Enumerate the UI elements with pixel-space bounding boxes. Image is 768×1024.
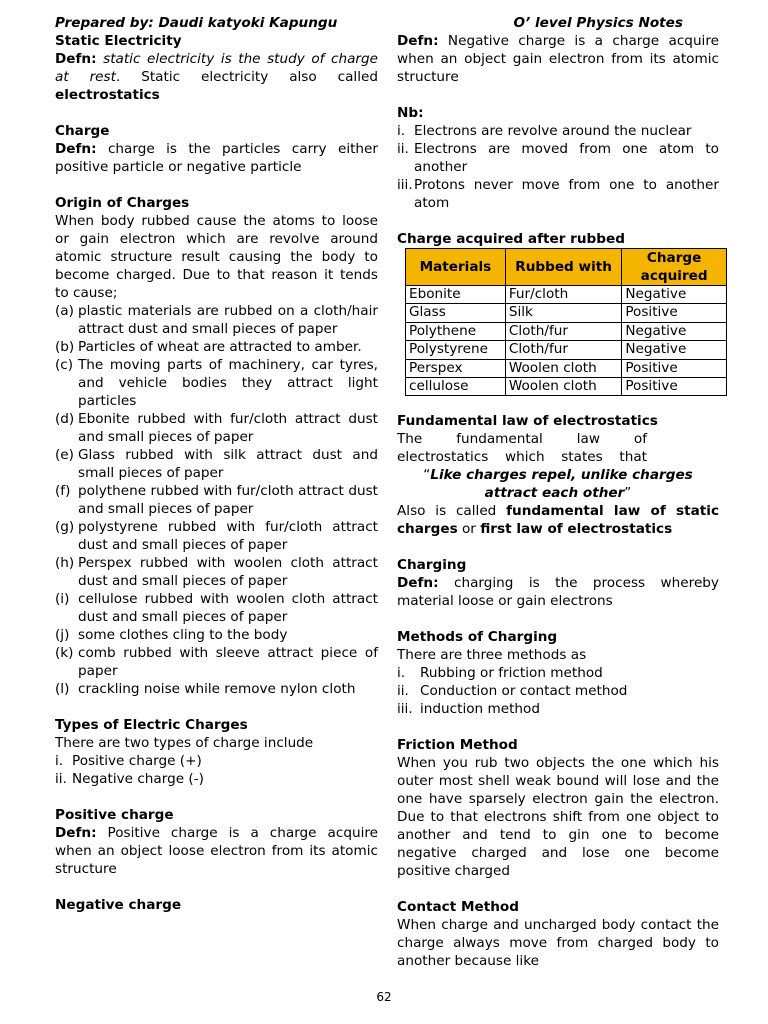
cause-item bbox=[55, 626, 378, 644]
charge-table bbox=[405, 248, 727, 396]
cause-item-text: crackling noise while remove nylon cloth bbox=[78, 681, 356, 697]
negative-heading: Negative charge bbox=[55, 897, 182, 913]
table-cell: cellulose bbox=[406, 378, 506, 396]
nb-item-marker: i. bbox=[397, 123, 406, 139]
table-cell: Negative bbox=[622, 322, 727, 340]
method-item-marker: iii. bbox=[397, 701, 413, 718]
quote-close: ” bbox=[624, 485, 632, 502]
cause-item-marker: (j) bbox=[55, 627, 70, 643]
law-or: or bbox=[461, 521, 476, 538]
table-cell: Woolen cloth bbox=[505, 378, 621, 396]
cause-item-marker: (d) bbox=[55, 411, 75, 427]
friction-heading: Friction Method bbox=[397, 737, 518, 754]
charge-definition bbox=[55, 140, 378, 176]
method-item-text: Rubbing or friction method bbox=[420, 665, 603, 682]
cause-item bbox=[55, 680, 378, 698]
table-header-row bbox=[406, 249, 727, 286]
cause-item bbox=[55, 338, 378, 356]
left-column bbox=[55, 14, 378, 914]
table-cell: Silk bbox=[505, 304, 621, 322]
nb-item bbox=[397, 176, 719, 212]
cause-item bbox=[55, 644, 378, 680]
defn-label: Defn: bbox=[55, 51, 97, 67]
charge-type-item-text: Positive charge (+) bbox=[72, 753, 202, 769]
method-item bbox=[397, 664, 719, 682]
nb-item-text: Protons never move from one to another atom bbox=[414, 177, 719, 211]
table-header-rubbed-with: Rubbed with bbox=[505, 249, 621, 286]
nb-item-text: Electrons are revolve around the nuclear bbox=[414, 123, 692, 139]
static-term: electrostatics bbox=[55, 87, 160, 103]
nb-label: Nb: bbox=[397, 105, 424, 121]
nb-item-marker: iii. bbox=[397, 177, 413, 193]
charge-type-item bbox=[55, 752, 378, 770]
cause-item-text: plastic materials are rubbed on a cloth/hair attract dust and small pieces of paper bbox=[78, 303, 378, 337]
nb-item-marker: ii. bbox=[397, 141, 409, 157]
table-cell: Positive bbox=[622, 359, 727, 377]
cause-item bbox=[55, 554, 378, 590]
cause-item bbox=[55, 446, 378, 482]
cause-item bbox=[55, 482, 378, 518]
table-row bbox=[406, 322, 727, 340]
contact-text: When charge and uncharged body contact the charge always move from charged body to another because like bbox=[397, 917, 719, 970]
cause-item-text: Ebonite rubbed with fur/cloth attract dust and small pieces of paper bbox=[78, 411, 378, 445]
cause-item-text: Glass rubbed with silk attract dust and small pieces of paper bbox=[78, 447, 378, 481]
cause-item bbox=[55, 518, 378, 554]
cause-item bbox=[55, 302, 378, 338]
negative-defn-text: Negative charge is a charge acquire when an object gain electron from its atomic structure bbox=[397, 33, 719, 85]
static-definition bbox=[55, 50, 378, 104]
charge-heading: Charge bbox=[55, 123, 110, 139]
origin-text: When body rubbed cause the atoms to loose or gain electron which are revolve around atomic structure result causing the body to become charged. Due to that reason it tends to cause; bbox=[55, 213, 378, 301]
charge-type-item-text: Negative charge (-) bbox=[72, 771, 204, 787]
cause-item bbox=[55, 356, 378, 410]
friction-text: When you rub two objects the one which his outer most shell weak bound will lose and the one have sparsely electron gain the electron. Due to that electrons shift from one object to another and tend to gin one to become negative charged and lose one become positive charged bbox=[397, 755, 719, 880]
law-quote: Like charges repel, unlike charges attract each other bbox=[430, 467, 693, 502]
cause-item-marker: (g) bbox=[55, 519, 75, 535]
types-list bbox=[55, 752, 378, 788]
defn-label: Defn: bbox=[397, 33, 439, 49]
table-cell: Polystyrene bbox=[406, 341, 506, 359]
defn-label: Defn: bbox=[397, 575, 439, 592]
method-item-text: Conduction or contact method bbox=[420, 683, 628, 700]
nb-item bbox=[397, 140, 719, 176]
cause-item-marker: (f) bbox=[55, 483, 71, 499]
cause-item-text: polythene rubbed with fur/cloth attract dust and small pieces of paper bbox=[78, 483, 378, 517]
contact-heading: Contact Method bbox=[397, 899, 519, 916]
table-row bbox=[406, 378, 727, 396]
types-intro: There are two types of charge include bbox=[55, 735, 314, 751]
charging-defn-text: charging is the process whereby material loose or gain electrons bbox=[397, 575, 719, 610]
cause-item-marker: (c) bbox=[55, 357, 74, 373]
methods-list bbox=[397, 664, 719, 718]
static-heading: Static Electricity bbox=[55, 33, 182, 49]
cause-item-marker: (l) bbox=[55, 681, 70, 697]
method-item-marker: ii. bbox=[397, 683, 409, 700]
charge-type-item-marker: i. bbox=[55, 753, 64, 769]
law-statement bbox=[397, 466, 719, 502]
law-also bbox=[397, 502, 719, 538]
right-column bbox=[397, 14, 719, 970]
table-row bbox=[406, 341, 727, 359]
methods-intro: There are three methods as bbox=[397, 647, 587, 664]
table-cell: Fur/cloth bbox=[505, 286, 621, 304]
law-heading: Fundamental law of electrostatics bbox=[397, 413, 658, 430]
method-item bbox=[397, 700, 719, 718]
negative-definition bbox=[397, 32, 719, 86]
quote-open: “ bbox=[423, 467, 431, 484]
table-row bbox=[406, 359, 727, 377]
cause-item-marker: (i) bbox=[55, 591, 70, 607]
types-heading: Types of Electric Charges bbox=[55, 717, 248, 733]
positive-definition bbox=[55, 824, 378, 878]
cause-item-text: polystyrene rubbed with fur/cloth attract dust and small pieces of paper bbox=[78, 519, 378, 553]
table-cell: Negative bbox=[622, 286, 727, 304]
method-item-text: induction method bbox=[420, 701, 540, 718]
table-cell: Polythene bbox=[406, 322, 506, 340]
nb-item-text: Electrons are moved from one atom to another bbox=[414, 141, 719, 175]
defn-label: Defn: bbox=[55, 825, 97, 841]
cause-item bbox=[55, 410, 378, 446]
charging-definition bbox=[397, 574, 719, 610]
cause-item-marker: (a) bbox=[55, 303, 74, 319]
table-cell: Perspex bbox=[406, 359, 506, 377]
author-line: Prepared by: Daudi katyoki Kapungu bbox=[55, 15, 338, 31]
table-row bbox=[406, 286, 727, 304]
table-header-charge: Charge acquired bbox=[622, 249, 727, 286]
charge-defn-text: charge is the particles carry either positive particle or negative particle bbox=[55, 141, 378, 175]
cause-item-marker: (k) bbox=[55, 645, 74, 661]
table-header-materials: Materials bbox=[406, 249, 506, 286]
law-also-text: Also is called bbox=[397, 503, 497, 520]
table-cell: Cloth/fur bbox=[505, 322, 621, 340]
table-cell: Negative bbox=[622, 341, 727, 359]
nb-list bbox=[397, 122, 719, 212]
charging-heading: Charging bbox=[397, 557, 467, 574]
cause-item-marker: (b) bbox=[55, 339, 75, 355]
table-cell: Cloth/fur bbox=[505, 341, 621, 359]
cause-item-text: comb rubbed with sleeve attract piece of paper bbox=[78, 645, 378, 679]
table-cell: Ebonite bbox=[406, 286, 506, 304]
table-cell: Glass bbox=[406, 304, 506, 322]
charge-type-item-marker: ii. bbox=[55, 771, 67, 787]
page-number: 62 bbox=[376, 990, 392, 1004]
methods-heading: Methods of Charging bbox=[397, 629, 558, 646]
table-cell: Woolen cloth bbox=[505, 359, 621, 377]
defn-label: Defn: bbox=[55, 141, 97, 157]
law-intro: The fundamental law of electrostatics which states that bbox=[397, 431, 647, 466]
law-name-1: fundamental law of static charges bbox=[397, 503, 720, 538]
cause-item-text: some clothes cling to the body bbox=[78, 627, 288, 643]
static-defn-text: static electricity is the study of charge at rest bbox=[55, 51, 378, 85]
cause-item-text: The moving parts of machinery, car tyres, and vehicle bodies they attract light particles bbox=[78, 357, 378, 409]
charge-type-item bbox=[55, 770, 378, 788]
table-heading: Charge acquired after rubbed bbox=[397, 231, 625, 247]
table-cell: Positive bbox=[622, 304, 727, 322]
static-defn-tail: . Static electricity also called bbox=[115, 69, 378, 85]
cause-item-text: Particles of wheat are attracted to amber. bbox=[78, 339, 362, 355]
notes-title: O’ level Physics Notes bbox=[513, 15, 683, 31]
cause-item bbox=[55, 590, 378, 626]
table-cell: Positive bbox=[622, 378, 727, 396]
positive-defn-text: Positive charge is a charge acquire when an object loose electron from its atomic structure bbox=[55, 825, 378, 877]
cause-item-marker: (h) bbox=[55, 555, 75, 571]
method-item bbox=[397, 682, 719, 700]
nb-item bbox=[397, 122, 719, 140]
positive-heading: Positive charge bbox=[55, 807, 174, 823]
origin-heading: Origin of Charges bbox=[55, 195, 190, 211]
cause-item-text: cellulose rubbed with woolen cloth attract dust and small pieces of paper bbox=[78, 591, 378, 625]
cause-item-text: Perspex rubbed with woolen cloth attract dust and small pieces of paper bbox=[78, 555, 378, 589]
cause-item-marker: (e) bbox=[55, 447, 74, 463]
causes-list bbox=[55, 302, 378, 698]
method-item-marker: i. bbox=[397, 665, 406, 682]
table-row bbox=[406, 304, 727, 322]
law-name-2: first law of electrostatics bbox=[480, 521, 673, 538]
